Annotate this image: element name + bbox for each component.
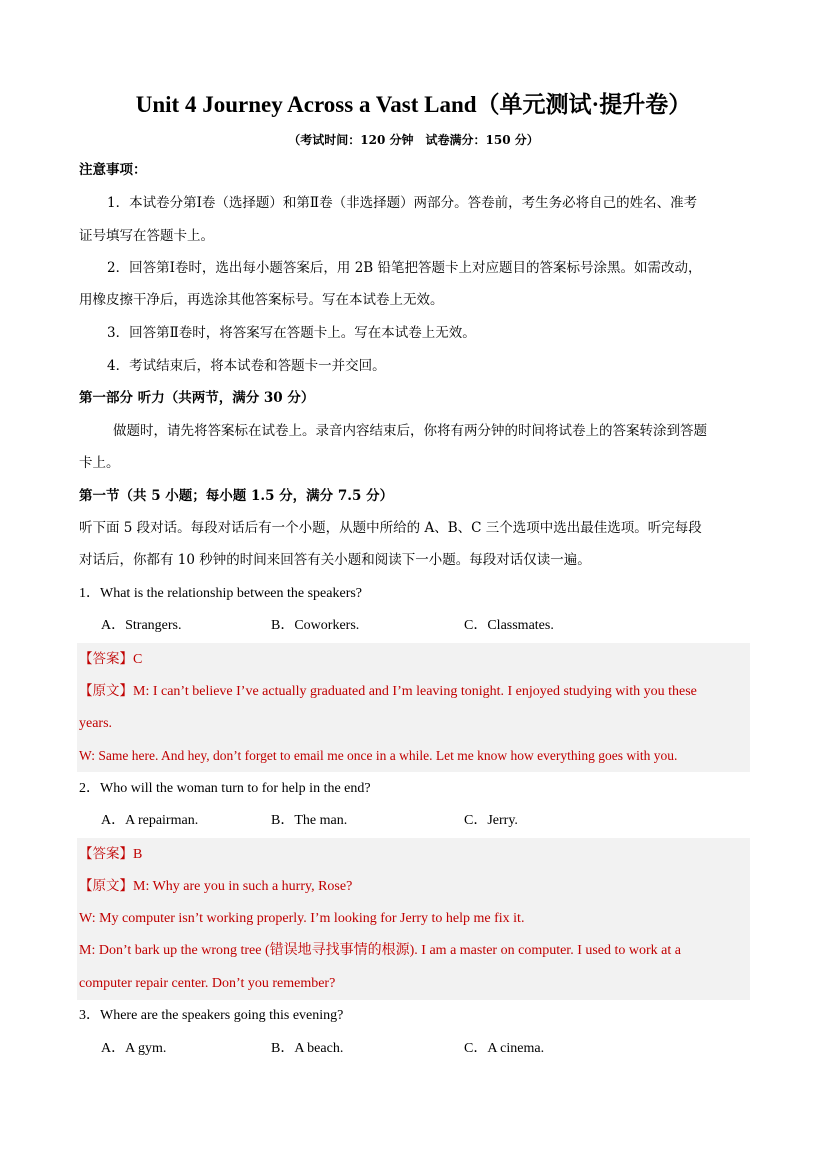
notice-line: 用橡皮擦干净后，再选涂其他答案标号。写在本试卷上无效。 [79, 292, 444, 308]
script-text: years. [79, 716, 113, 731]
section1-heading: 第一节（共 5 小题；每小题 1.5 分，满分 7.5 分） [79, 488, 394, 504]
option-a: A．A repairman. [101, 813, 199, 828]
script-text: computer repair center. Don’t you remember? [79, 976, 336, 991]
part1-intro-line: 卡上。 [79, 455, 120, 471]
question-stem: 1．What is the relationship between the speakers? [79, 586, 363, 601]
answer-value: C [133, 652, 143, 667]
answer-label: 【答案】 [79, 651, 133, 667]
question-stem: 3．Where are the speakers going this evening? [79, 1008, 344, 1023]
script-line [79, 681, 749, 702]
option-b: B．The man. [271, 813, 348, 828]
notice-line: 3．回答第Ⅱ卷时，将答案写在答题卡上。写在本试卷上无效。 [107, 325, 476, 341]
option-b: B．A beach. [271, 1041, 344, 1056]
option-a: A．Strangers. [101, 618, 182, 633]
answer-label: 【答案】 [79, 846, 133, 862]
option-c: C．A cinema. [464, 1041, 545, 1056]
script-text: W: My computer isn’t working properly. I’m looking for Jerry to help me fix it. [79, 911, 525, 926]
part1-heading: 第一部分 听力（共两节，满分 30 分） [79, 390, 315, 406]
answer-line [79, 649, 749, 670]
option-b: B．Coworkers. [271, 618, 360, 633]
notice-line: 2．回答第Ⅰ卷时，选出每小题答案后，用 2B 铅笔把答题卡上对应题目的答案标号涂黑。如需改动， [107, 260, 702, 276]
question-stem: 2．Who will the woman turn to for help in the end? [79, 781, 371, 796]
option-a: A．A gym. [101, 1041, 167, 1056]
option-c: C．Classmates. [464, 618, 554, 633]
part1-intro-line: 做题时，请先将答案标在试卷上。录音内容结束后，你将有两分钟的时间将试卷上的答案转涂到答题 [113, 423, 707, 439]
exam-info: （考试时间：120 分钟 试卷满分：150 分） [288, 133, 539, 147]
script-text: M: I can’t believe I’ve actually graduated and I’m leaving tonight. I enjoyed studying with you these [133, 684, 697, 699]
section1-intro-line: 听下面 5 段对话。每段对话后有一个小题，从题中所给的 A、B、C 三个选项中选出最佳选项。听完每段 [79, 520, 702, 536]
notice-line: 证号填写在答题卡上。 [79, 228, 214, 244]
script-text: W: Same here. And hey, don’t forget to email me once in a while. Let me know how everything goes with you. [79, 748, 678, 763]
option-c: C．Jerry. [464, 813, 518, 828]
script-label: 【原文】 [79, 683, 133, 699]
notice-line: 4．考试结束后，将本试卷和答题卡一并交回。 [107, 358, 386, 374]
answer-value: B [133, 847, 143, 862]
script-label: 【原文】 [79, 878, 133, 894]
section1-intro-line: 对话后，你都有 10 秒钟的时间来回答有关小题和阅读下一小题。每段对话仅读一遍。 [79, 552, 591, 568]
page-title: Unit 4 Journey Across a Vast Land（单元测试·提升卷） [135, 92, 692, 117]
script-text: M: Why are you in such a hurry, Rose? [133, 879, 353, 894]
answer-line [79, 844, 749, 865]
script-line [79, 876, 749, 897]
script-text: M: Don’t bark up the wrong tree (错误地寻找事情的根源). I am a master on computer. I used to work at a [79, 943, 681, 958]
notice-heading: 注意事项： [79, 162, 147, 178]
notice-line: 1．本试卷分第Ⅰ卷（选择题）和第Ⅱ卷（非选择题）两部分。答卷前，考生务必将自己的姓名、准考 [107, 195, 698, 211]
